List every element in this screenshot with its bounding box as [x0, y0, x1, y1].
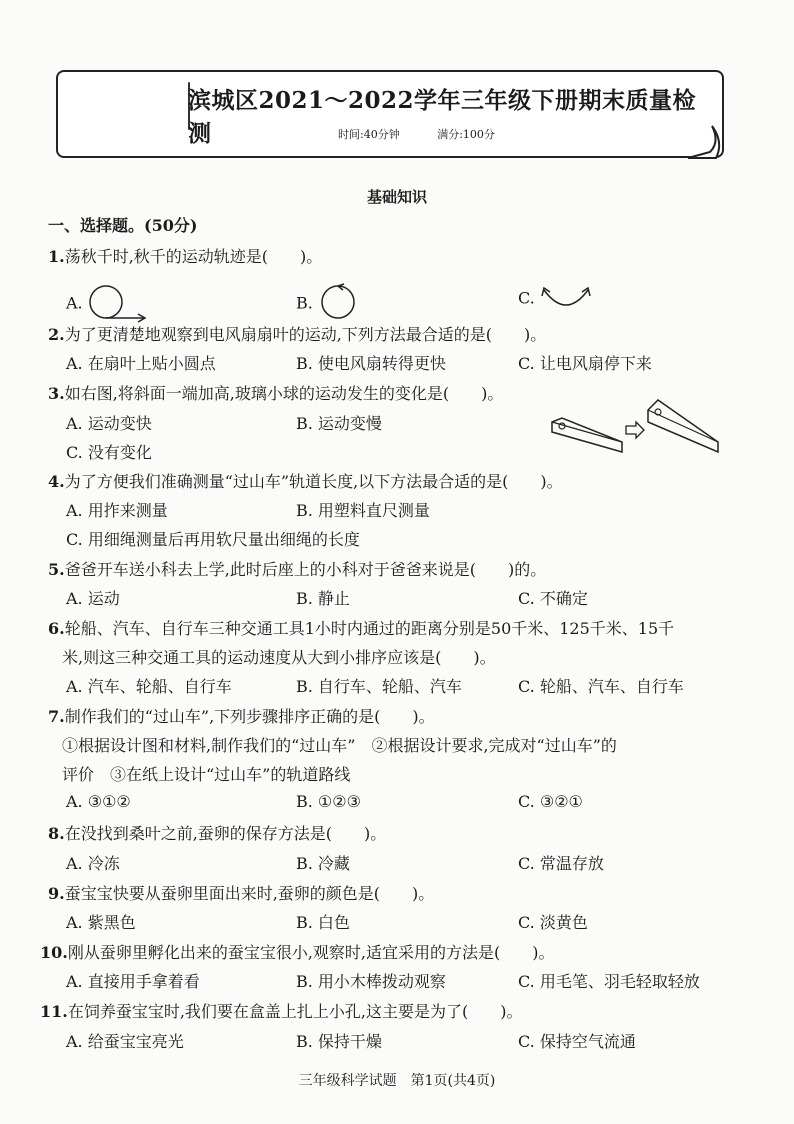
q5-option-a: A. 运动 — [66, 589, 120, 608]
circle-with-tangent-icon — [88, 284, 148, 324]
q4-option-a: A. 用拃来测量 — [66, 501, 168, 520]
q2-option-c: C. 让电风扇停下来 — [518, 354, 652, 373]
circle-arrow-icon — [318, 284, 358, 324]
q7-option-a: A. ③①② — [66, 792, 131, 811]
q3-option-c: C. 没有变化 — [66, 443, 152, 462]
part-heading: 一、选择题。(50分) — [48, 216, 198, 235]
q9-option-c: C. 淡黄色 — [518, 913, 588, 932]
exam-info — [338, 126, 529, 142]
question-6: 6.轮船、汽车、自行车三种交通工具1小时内通过的距离分别是50千米、125千米、15千 — [48, 619, 675, 638]
arc-double-arrow-icon — [540, 284, 592, 314]
q5-option-b: B. 静止 — [296, 589, 350, 608]
q2-option-a: A. 在扇叶上贴小圆点 — [66, 354, 216, 373]
page-title: 滨城区2021～2022学年三年级下册期末质量检测 — [188, 87, 697, 147]
q5-option-c: C. 不确定 — [518, 589, 588, 608]
q4-option-b: B. 用塑料直尺测量 — [296, 501, 430, 520]
q6-option-b: B. 自行车、轮船、汽车 — [296, 677, 462, 696]
slope-diagram — [548, 396, 728, 460]
q8-option-c: C. 常温存放 — [518, 854, 604, 873]
exam-full-score: 满分:100分 — [437, 128, 495, 141]
q8-option-b: B. 冷藏 — [296, 854, 350, 873]
question-9: 9.蚕宝宝快要从蚕卵里面出来时,蚕卵的颜色是( )。 — [48, 884, 435, 903]
question-10: 10.刚从蚕卵里孵化出来的蚕宝宝很小,观察时,适宜采用的方法是( )。 — [40, 943, 555, 962]
q10-option-c: C. 用毛笔、羽毛轻取轻放 — [518, 972, 700, 991]
question-11: 11.在饲养蚕宝宝时,我们要在盒盖上扎上小孔,这主要是为了( )。 — [40, 1002, 523, 1021]
q9-option-b: B. 白色 — [296, 913, 350, 932]
question-1: 1.荡秋千时,秋千的运动轨迹是( )。 — [48, 247, 323, 266]
q1-option-b: B. — [296, 284, 358, 324]
section-title: 基础知识 — [366, 188, 427, 206]
q4-option-c: C. 用细绳测量后再用软尺量出细绳的长度 — [66, 530, 360, 549]
q9-option-a: A. 紫黑色 — [66, 913, 136, 932]
q10-option-a: A. 直接用手拿着看 — [66, 972, 200, 991]
q6-option-a: A. 汽车、轮船、自行车 — [66, 677, 232, 696]
q2-option-b: B. 使电风扇转得更快 — [296, 354, 446, 373]
question-7: 7.制作我们的“过山车”,下列步骤排序正确的是( )。 — [48, 707, 435, 726]
q1-option-c: C. — [518, 284, 592, 314]
question-7-steps-line1: ①根据设计图和材料,制作我们的“过山车” ②根据设计要求,完成对“过山车”的 — [62, 736, 617, 755]
q11-option-a: A. 给蚕宝宝亮光 — [66, 1032, 184, 1051]
question-7-steps-line2: 评价 ③在纸上设计“过山车”的轨道路线 — [62, 765, 351, 784]
q8-option-a: A. 冷冻 — [66, 854, 120, 873]
q10-option-b: B. 用小木棒拨动观察 — [296, 972, 446, 991]
q7-option-b: B. ①②③ — [296, 792, 361, 811]
q6-option-c: C. 轮船、汽车、自行车 — [518, 677, 684, 696]
question-8: 8.在没找到桑叶之前,蚕卵的保存方法是( )。 — [48, 824, 387, 843]
page-footer: 三年级科学试题 第1页(共4页) — [298, 1073, 496, 1089]
question-4: 4.为了方便我们准确测量“过山车”轨道长度,以下方法最合适的是( )。 — [48, 472, 563, 491]
question-6-continued: 米,则这三种交通工具的运动速度从大到小排序应该是( )。 — [62, 648, 496, 667]
q1-option-a: A. — [66, 284, 148, 324]
question-2: 2.为了更清楚地观察到电风扇扇叶的运动,下列方法最合适的是( )。 — [48, 325, 547, 344]
q11-option-c: C. 保持空气流通 — [518, 1032, 636, 1051]
question-3: 3.如右图,将斜面一端加高,玻璃小球的运动发生的变化是( )。 — [48, 384, 504, 403]
exam-time: 时间:40分钟 — [338, 128, 400, 141]
question-5: 5.爸爸开车送小科去上学,此时后座上的小科对于爸爸来说是( )的。 — [48, 560, 547, 579]
q11-option-b: B. 保持干燥 — [296, 1032, 382, 1051]
q3-option-b: B. 运动变慢 — [296, 414, 382, 433]
q7-option-c: C. ③②① — [518, 792, 583, 811]
q3-option-a: A. 运动变快 — [66, 414, 152, 433]
